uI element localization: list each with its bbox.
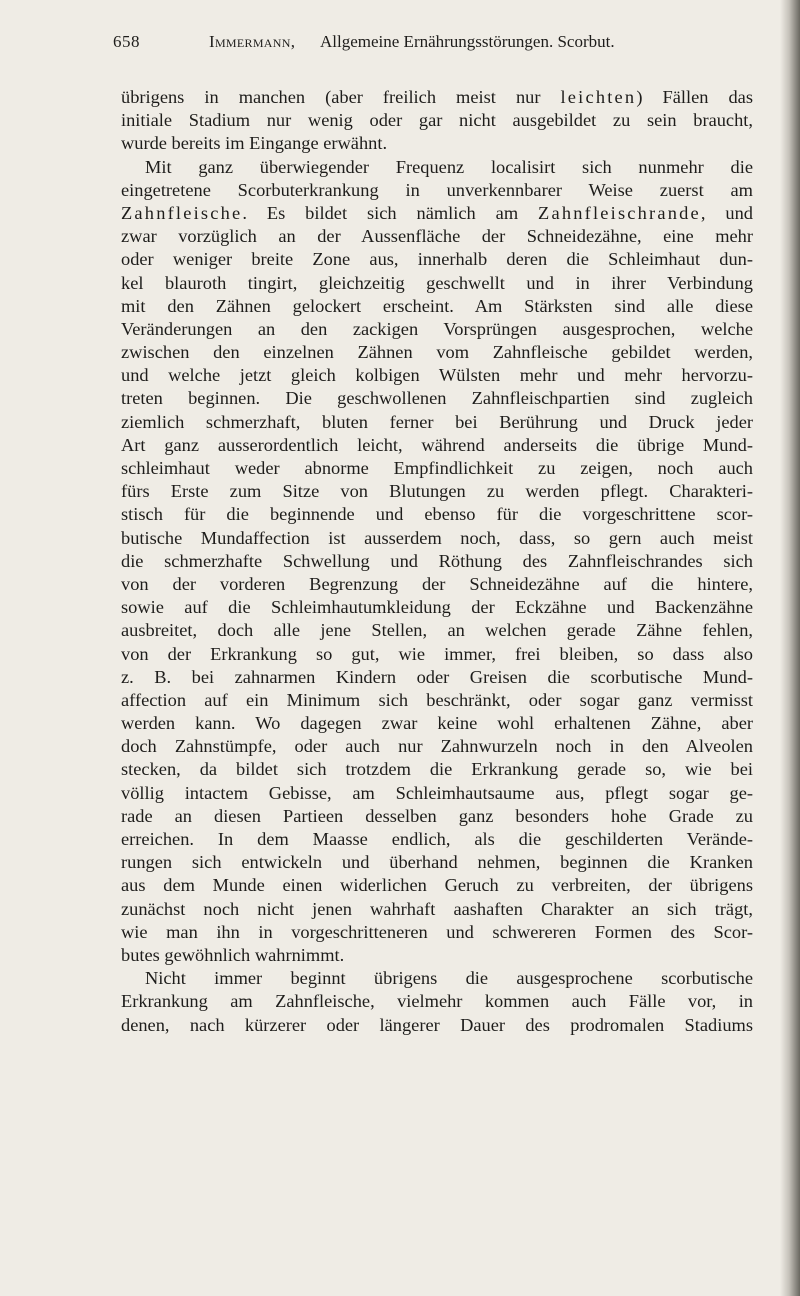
text-line [121, 619, 753, 642]
text-fragment: ziemlich schmerzhaft, bluten ferner bei Berührung und Druck jeder [121, 411, 753, 432]
text-fragment: zwischen den einzelnen Zähnen vom Zahnfleische gebildet werden, [121, 342, 753, 363]
text-line [121, 735, 753, 758]
spaced-emphasis-text: Zahnfleische [121, 202, 243, 223]
text-fragment: zwar vorzüglich an der Aussenfläche der Schneidezähne, eine mehr [121, 226, 753, 247]
text-line [121, 758, 753, 781]
text-line [121, 318, 753, 341]
body-text [121, 86, 753, 1037]
text-fragment: Erkrankung am Zahnfleische, vielmehr kommen auch Fälle vor, in [121, 991, 753, 1012]
text-fragment: stisch für die beginnende und ebenso für die vorgeschrittene scor- [121, 504, 753, 525]
text-fragment: völlig intactem Gebisse, am Schleimhautsaume aus, pflegt sogar ge- [121, 782, 753, 803]
text-line [121, 503, 753, 526]
text-line [121, 411, 753, 434]
text-line [121, 851, 753, 874]
text-line [121, 341, 753, 364]
text-fragment: affection auf ein Minimum sich beschränkt, oder sogar ganz vermisst [121, 689, 753, 710]
text-fragment: Mit ganz überwiegender Frequenz localisirt sich nunmehr die [145, 156, 753, 177]
text-fragment: schleimhaut weder abnorme Empfindlichkeit zu zeigen, noch auch [121, 458, 753, 478]
text-line [121, 480, 753, 503]
text-fragment: sowie auf die Schleimhautumkleidung der Eckzähne und Backenzähne [121, 597, 753, 618]
text-fragment: ausbreitet, doch alle jene Stellen, an welchen gerade Zähne fehlen, [121, 620, 753, 641]
text-fragment: zunächst noch nicht jenen wahrhaft aashaften Charakter an sich trägt, [121, 898, 753, 919]
text-line [121, 828, 753, 851]
text-line [121, 573, 753, 596]
text-fragment: mit den Zähnen gelockert erscheint. Am Stärksten sind alle diese [121, 295, 753, 316]
text-fragment: doch Zahnstümpfe, oder auch nur Zahnwurzeln noch in den Alveolen [121, 736, 753, 757]
text-line [121, 596, 753, 619]
text-line [121, 179, 753, 202]
text-line [121, 457, 753, 480]
text-fragment: z. B. bei zahnarmen Kindern oder Greisen die scorbutische Mund- [121, 666, 753, 687]
text-line [121, 202, 753, 225]
text-fragment: initiale Stadium nur wenig oder gar nicht ausgebildet zu sein braucht, [121, 110, 753, 131]
text-line [121, 782, 753, 805]
text-line [121, 944, 753, 967]
text-fragment: oder weniger breite Zone aus, innerhalb deren die Schleimhaut dun- [121, 249, 753, 270]
text-fragment: fürs Erste zum Sitze von Blutungen zu werden pflegt. Charakteri- [121, 481, 753, 502]
text-fragment: Nicht immer beginnt übrigens die ausgesprochene scorbutische [145, 968, 753, 989]
header-title: Allgemeine Ernährungsstörungen. Scorbut. [320, 32, 615, 51]
text-line [121, 898, 753, 921]
text-fragment: aus dem Munde einen widerlichen Geruch zu verbreiten, der übrigens [121, 875, 753, 896]
text-fragment: erreichen. In dem Maasse endlich, als die geschilderten Verände- [121, 829, 753, 849]
running-header [113, 32, 713, 56]
text-fragment: ) Fällen das [636, 87, 753, 107]
text-line [121, 990, 753, 1013]
text-line [121, 364, 753, 387]
text-fragment: butische Mundaffection ist ausserdem noch, dass, so gern auch meist [121, 527, 753, 548]
header-author: Immermann, [209, 32, 296, 51]
text-line [121, 689, 753, 712]
text-line [121, 666, 753, 689]
text-fragment: stecken, da bildet sich trotzdem die Erkrankung gerade so, wie bei [121, 759, 753, 780]
text-fragment: wie man ihn in vorgeschritteneren und schwereren Formen des Scor- [121, 921, 753, 942]
text-fragment: Art ganz ausserordentlich leicht, während anderseits die übrige Mund- [121, 434, 753, 455]
text-line [121, 272, 753, 295]
text-fragment: . Es bildet sich nämlich am [242, 202, 539, 223]
text-line [121, 527, 753, 550]
text-fragment: treten beginnen. Die geschwollenen Zahnfleischpartien sind zugleich [121, 388, 753, 409]
text-line [121, 248, 753, 271]
text-fragment: kel blauroth tingirt, gleichzeitig geschwellt und in ihrer Verbindung [121, 272, 753, 293]
text-line [121, 874, 753, 897]
text-fragment: , und [700, 202, 753, 223]
text-line [121, 805, 753, 828]
text-line [121, 225, 753, 248]
text-fragment: butes gewöhnlich wahrnimmt. [121, 944, 345, 965]
text-line [121, 387, 753, 410]
text-fragment: die schmerzhafte Schwellung und Röthung des Zahnfleischrandes sich [121, 550, 753, 571]
text-fragment: von der vorderen Begrenzung der Schneidezähne auf die hintere, [121, 573, 753, 594]
text-line [121, 86, 753, 109]
text-line [121, 156, 753, 179]
text-line [121, 967, 753, 990]
text-fragment: übrigens in manchen (aber freilich meist nur [121, 87, 561, 107]
text-fragment: und welche jetzt gleich kolbigen Wülsten mehr und mehr hervorzu- [121, 365, 753, 386]
text-fragment: eingetretene Scorbuterkrankung in unverkennbarer Weise zuerst am [121, 179, 753, 200]
text-line [121, 109, 753, 132]
text-line [121, 1014, 753, 1037]
text-fragment: Veränderungen an den zackigen Vorsprüngen ausgesprochen, welche [121, 318, 753, 339]
page-edge-shadow [780, 0, 800, 1296]
text-line [121, 643, 753, 666]
text-fragment: wurde bereits im Eingange erwähnt. [121, 133, 388, 154]
text-fragment: rungen sich entwickeln und überhand nehmen, beginnen die Kranken [121, 852, 753, 873]
page-number: 658 [113, 32, 140, 51]
text-fragment: von der Erkrankung so gut, wie immer, frei bleiben, so dass also [121, 643, 753, 664]
text-line [121, 295, 753, 318]
text-fragment: denen, nach kürzerer oder längerer Dauer des prodromalen Stadiums [121, 1014, 753, 1035]
text-fragment: werden kann. Wo dagegen zwar keine wohl erhaltenen Zähne, aber [121, 713, 753, 734]
spaced-emphasis-text: leichten [560, 87, 637, 107]
text-line [121, 921, 753, 944]
text-fragment: rade an diesen Partieen desselben ganz besonders hohe Grade zu [121, 805, 753, 826]
text-line [121, 550, 753, 573]
text-line [121, 434, 753, 457]
spaced-emphasis-text: Zahnfleischrande [538, 202, 701, 223]
text-line [121, 132, 753, 155]
text-line [121, 712, 753, 735]
